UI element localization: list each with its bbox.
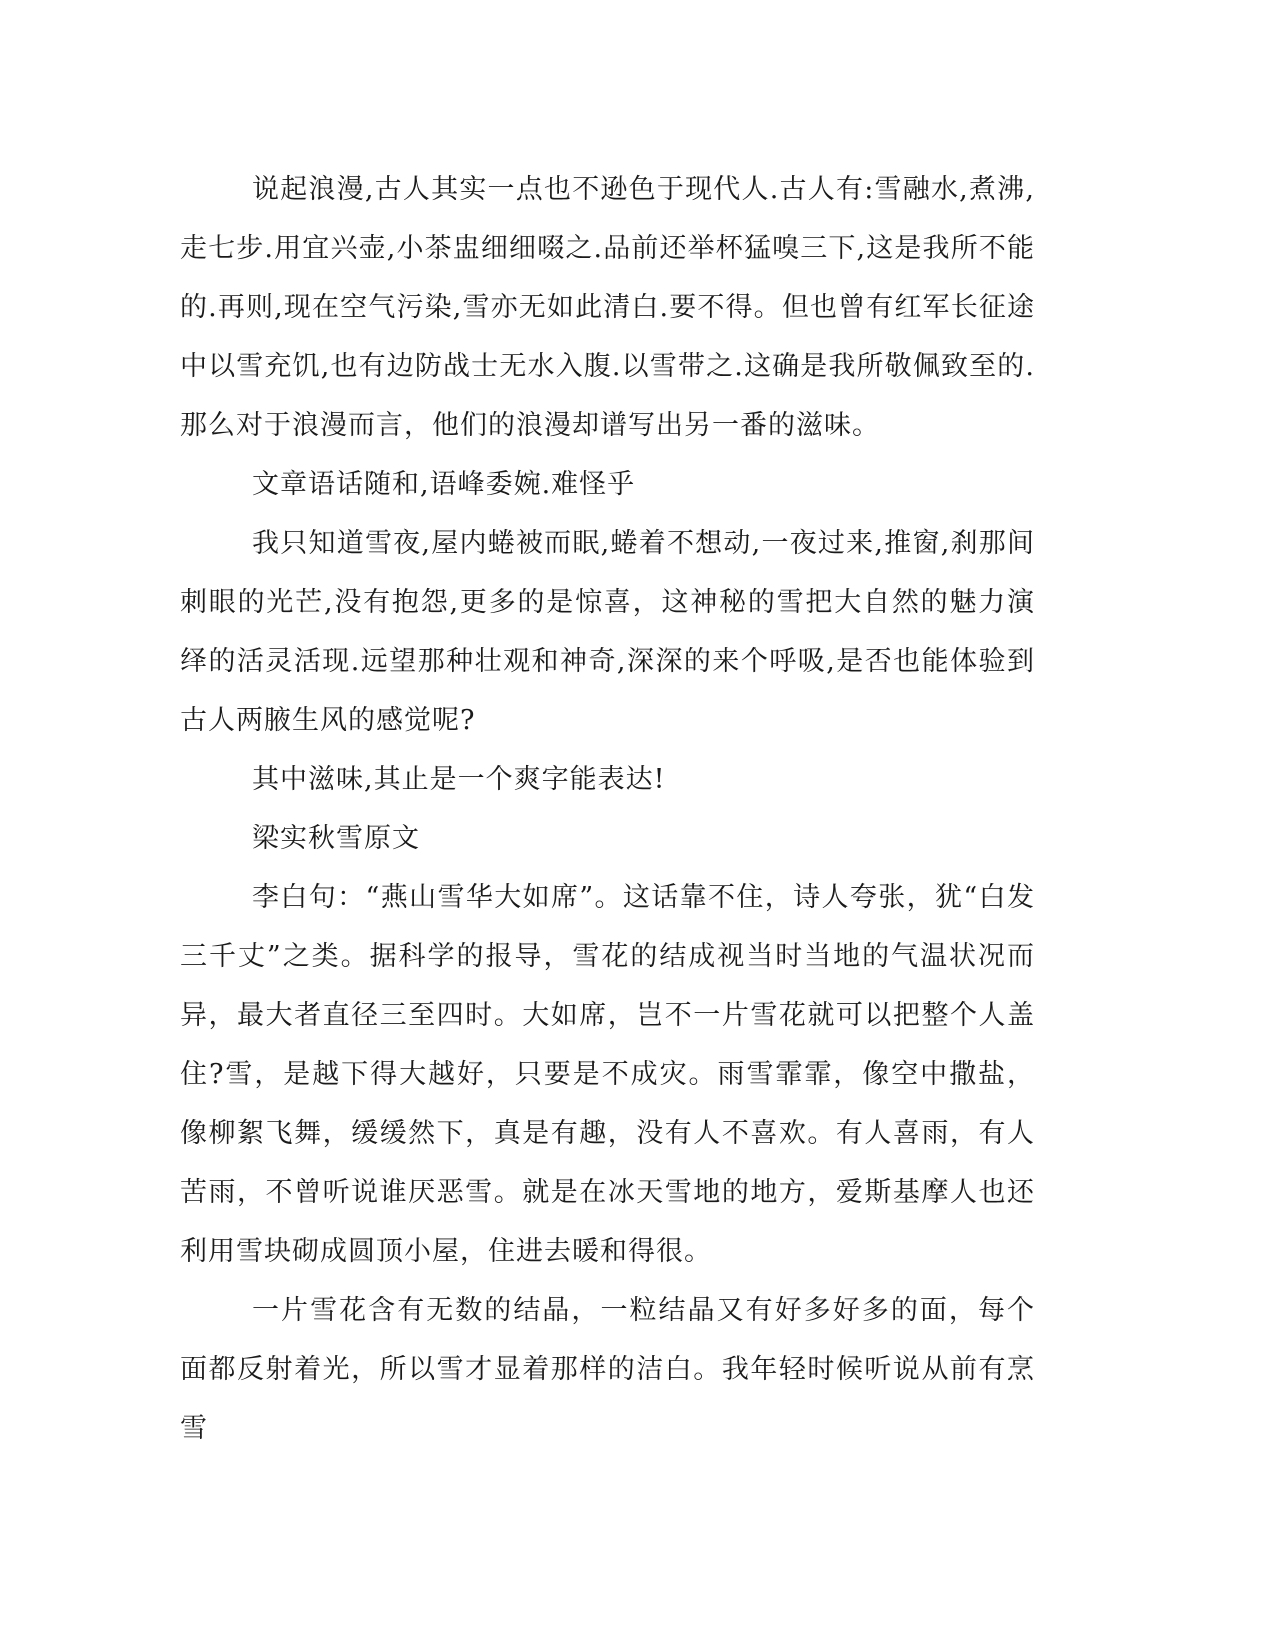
paragraph-li-bai: 李白句：“燕山雪华大如席”。这话靠不住，诗人夸张，犹“白发三千丈”之类。据科学的报导，雪花的结成视当时当地的气温状况而异，最大者直径三至四时。大如席，岂不一片雪花就可以把整个人盖住?雪，是越下得大越好，只要是不成灾。雨雪霏霏，像空中撒盐，像柳絮飞舞，缓缓然下，真是有趣，没有人不喜欢。有人喜雨，有人苦雨，不曾听说谁厌恶雪。就是在冰天雪地的地方，爱斯基摩人也还利用雪块砌成圆顶小屋，住进去暖和得很。	[180, 882, 1035, 1267]
paragraph-article-style: 文章语话随和,语峰委婉.难怪乎	[252, 469, 636, 500]
paragraph-snow-night: 我只知道雪夜,屋内蜷被而眠,蜷着不想动,一夜过来,推窗,刹那间刺眼的光芒,没有抱怨,更多的是惊喜，这神秘的雪把大自然的魅力演绎的活灵活现.远望那种壮观和神奇,深深的来个呼吸,是否也能体验到古人两腋生风的感觉呢?	[180, 528, 1035, 736]
paragraph-romance-ancients: 说起浪漫,古人其实一点也不逊色于现代人.古人有:雪融水,煮沸,走七步.用宜兴壶,小茶盅细细啜之.品前还举杯猛嗅三下,这是我所不能的.再则,现在空气污染,雪亦无如此清白.要不得。但也曾有红军长征途中以雪充饥,也有边防战士无水入腹.以雪带之.这确是我所敬佩致至的.那么对于浪漫而言，他们的浪漫却谱写出另一番的滋味。	[180, 174, 1035, 441]
document-body	[180, 160, 1035, 1458]
paragraph-flavor: 其中滋味,其止是一个爽字能表达!	[252, 764, 666, 795]
paragraph-snowflake-crystals: 一片雪花含有无数的结晶，一粒结晶又有好多好多的面，每个面都反射着光，所以雪才显着那样的洁白。我年轻时候听说从前有烹雪	[180, 1295, 1035, 1444]
section-heading: 梁实秋雪原文	[252, 823, 420, 854]
